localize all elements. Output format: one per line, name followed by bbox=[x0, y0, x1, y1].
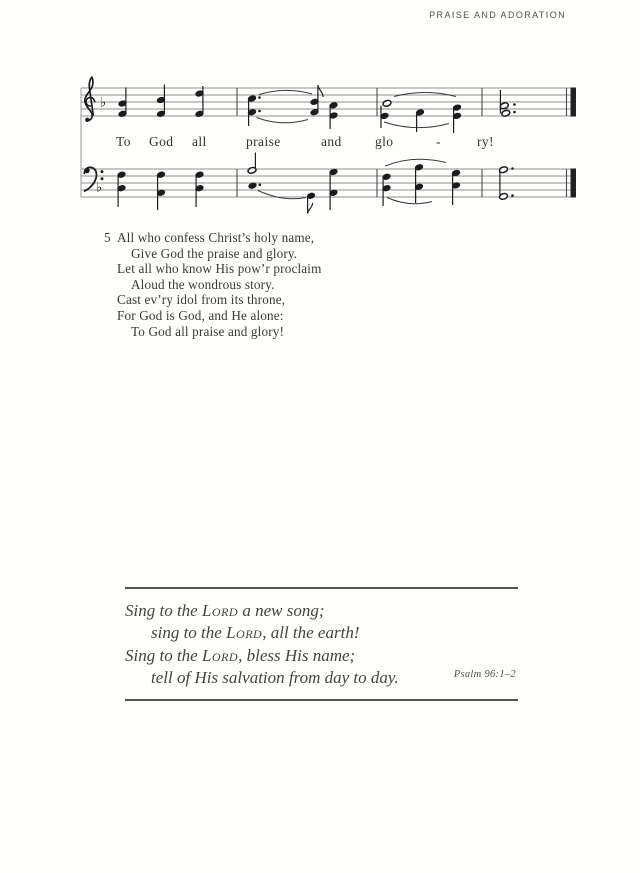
verse-line: Cast ev’ry idol from its throne, bbox=[117, 292, 286, 308]
treble-flat-icon: ♭ bbox=[100, 95, 107, 111]
quote-line: sing to the Lord, all the earth! bbox=[151, 623, 360, 643]
verse-line: Aloud the wondrous story. bbox=[131, 276, 275, 292]
verse-line: Give God the praise and glory. bbox=[131, 245, 298, 261]
lyric-syllable: To bbox=[116, 134, 131, 149]
lyric-syllable: all bbox=[192, 134, 207, 149]
verse-line: Let all who know His pow’r proclaim bbox=[117, 261, 322, 277]
quote-line: Sing to the Lord a new song; bbox=[125, 601, 325, 620]
verse-block bbox=[104, 230, 384, 339]
verse-line: All who confess Christ’s holy name, bbox=[117, 230, 315, 245]
lyric-hyphen: - bbox=[436, 134, 441, 149]
lyric-syllable: praise bbox=[246, 134, 281, 149]
lyric-syllable: God bbox=[149, 134, 174, 149]
music-notation bbox=[0, 0, 640, 230]
lyric-syllable: ry! bbox=[477, 134, 494, 149]
lord-smallcaps: Lord bbox=[201, 601, 239, 620]
scripture-reference: Psalm 96:1–2 bbox=[453, 669, 516, 681]
lyric-syllable: and bbox=[321, 134, 342, 149]
lord-smallcaps: Lord bbox=[201, 645, 239, 665]
quote-line: tell of His salvation from day to day. Psalm 96:1–2 bbox=[125, 667, 518, 689]
running-header: PRAISE AND ADORATION bbox=[429, 10, 566, 20]
barlines bbox=[237, 88, 576, 198]
lord-smallcaps: Lord bbox=[226, 623, 263, 643]
verse-line: For God is God, and He alone: bbox=[117, 307, 284, 323]
scripture-quote bbox=[125, 587, 518, 701]
bass-flat-icon: ♭ bbox=[96, 180, 103, 196]
quote-line: Sing to the Lord, bless His name; bbox=[125, 645, 356, 665]
verse-line: To God all praise and glory! bbox=[131, 323, 285, 339]
lyric-syllable: glo bbox=[375, 134, 394, 149]
verse-number: 5 bbox=[104, 230, 111, 245]
treble-clef-icon bbox=[85, 77, 95, 122]
